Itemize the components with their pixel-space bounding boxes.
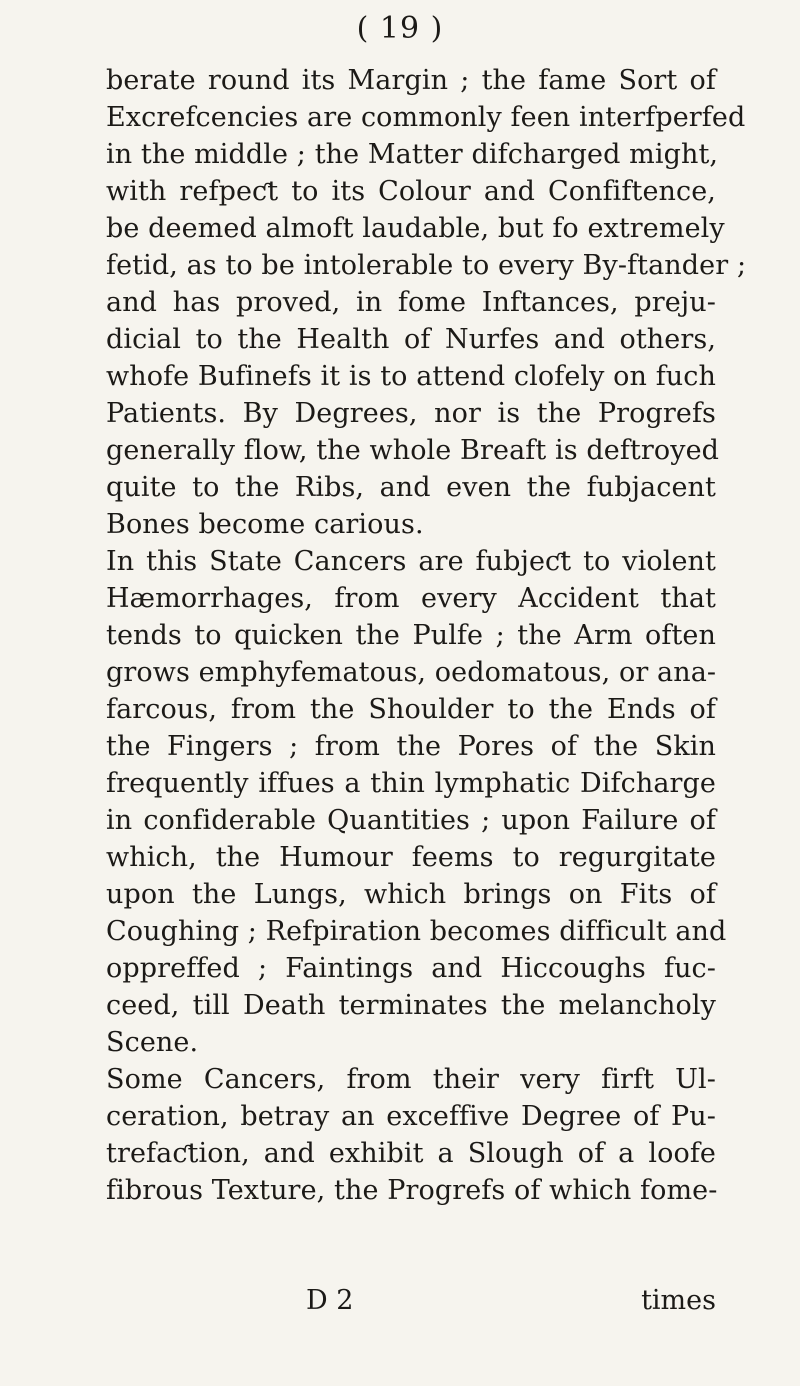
text-line-11: generally flow, the whole Breaft is deftroyed	[106, 435, 720, 466]
text-line-19: the Fingers ; from the Pores of the Skin	[106, 731, 716, 762]
text-line-17: grows emphyfematous, oedomatous, or ana-	[106, 657, 717, 688]
text-line-4: with refpeƈt to its Colour and Confiftence,	[106, 176, 716, 207]
signature-mark: D 2	[306, 1285, 354, 1316]
text-line-29: ceration, betray an exceffive Degree of Pu-	[106, 1101, 716, 1132]
text-line-24: Coughing ; Refpiration becomes difficult and	[106, 916, 727, 947]
text-line-20: frequently iffues a thin lymphatic Difcharge	[106, 768, 716, 799]
text-line-1: berate round its Margin ; the fame Sort of	[106, 65, 716, 96]
text-line-26: ceed, till Death terminates the melancholy	[106, 990, 716, 1021]
text-line-21: in confiderable Quantities ; upon Failure of	[106, 805, 716, 836]
text-line-3: in the middle ; the Matter difcharged might,	[106, 139, 719, 170]
text-line-10: Patients. By Degrees, nor is the Progrefs	[106, 398, 716, 429]
text-line-25: oppreffed ; Faintings and Hiccoughs fuc-	[106, 953, 716, 984]
text-line-8: dicial to the Health of Nurfes and others,	[106, 324, 716, 355]
text-line-12: quite to the Ribs, and even the fubjacent	[106, 472, 716, 503]
text-line-16: tends to quicken the Pulfe ; the Arm often	[106, 620, 716, 651]
text-line-18: farcous, from the Shoulder to the Ends of	[106, 694, 716, 725]
text-line-9: whofe Bufinefs it is to attend clofely on fuch	[106, 361, 717, 392]
text-line-15: Hæmorrhages, from every Accident that	[106, 583, 716, 614]
text-line-22: which, the Humour feems to regurgitate	[106, 842, 716, 873]
text-line-30: trefaƈtion, and exhibit a Slough of a loofe	[106, 1138, 716, 1169]
text-line-13: Bones become carious.	[106, 509, 424, 540]
text-line-6: fetid, as to be intolerable to every By-ftander ;	[106, 250, 747, 281]
text-line-31: fibrous Texture, the Progrefs of which fome-	[106, 1175, 718, 1206]
body-text	[106, 62, 747, 1209]
text-line-2: Excrefcencies are commonly feen interfperfed	[106, 102, 746, 133]
text-line-5: be deemed almoft laudable, but fo extremely	[106, 213, 725, 244]
page-footer	[106, 1282, 716, 1319]
page-number: ( 19 )	[356, 11, 444, 46]
text-line-27: Scene.	[106, 1027, 199, 1058]
catchword: times	[641, 1285, 716, 1316]
text-line-28: Some Cancers, from their very firft Ul-	[106, 1064, 716, 1095]
text-line-14: In this State Cancers are fubjeƈt to violent	[106, 546, 716, 577]
text-line-7: and has proved, in fome Inftances, preju-	[106, 287, 716, 318]
text-line-23: upon the Lungs, which brings on Fits of	[106, 879, 716, 910]
